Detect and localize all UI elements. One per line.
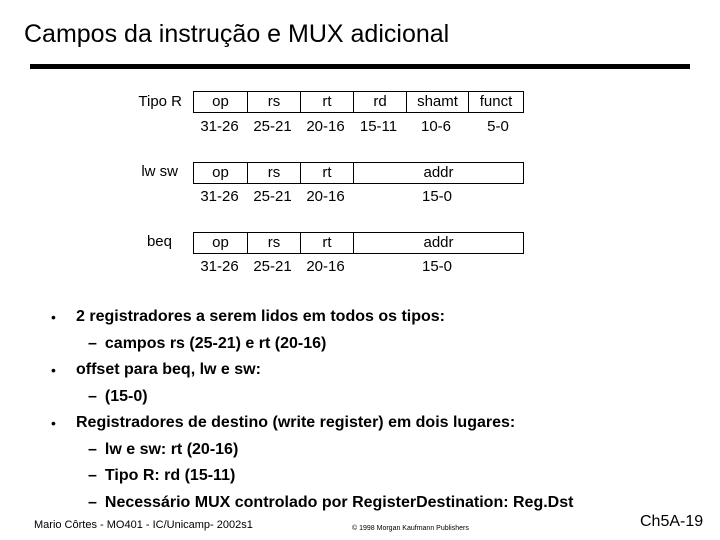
bullet-text: offset para beq, lw e sw: bbox=[76, 361, 261, 378]
field-rt: rt bbox=[300, 92, 353, 112]
dash: – bbox=[88, 493, 97, 511]
field-rs: rs bbox=[247, 163, 300, 183]
dash: – bbox=[88, 334, 97, 352]
bits-op: 31-26 bbox=[200, 118, 239, 135]
sub-bullet-text: Necessário MUX controlado por RegisterDestination: Reg.Dst bbox=[104, 493, 574, 511]
bullet-dot: • bbox=[51, 362, 56, 378]
bits-shamt: 10-6 bbox=[420, 118, 452, 135]
field-rd: rd bbox=[353, 92, 406, 112]
dash: – bbox=[88, 440, 97, 458]
sub-bullet-item bbox=[46, 463, 686, 490]
sub-bullet-text: (15-0) bbox=[104, 387, 148, 405]
bits-rs: 25-21 bbox=[253, 188, 292, 205]
footer-author: Mario Côrtes - MO401 - IC/Unicamp- 2002s1 bbox=[34, 519, 253, 531]
footer-copyright: © 1998 Morgan Kaufmann Publishers bbox=[352, 525, 469, 532]
field-rs: rs bbox=[247, 92, 300, 112]
dash: – bbox=[88, 387, 97, 405]
bullet-text: Registradores de destino (write register) em dois lugares: bbox=[76, 414, 516, 431]
format-label-lwsw: lw sw bbox=[141, 163, 178, 180]
field-rs: rs bbox=[247, 233, 300, 253]
bullet-item bbox=[46, 410, 686, 437]
field-rt: rt bbox=[300, 233, 353, 253]
bits-op: 31-26 bbox=[200, 188, 239, 205]
bits-rd: 15-11 bbox=[359, 118, 398, 135]
bullet-dot: • bbox=[51, 415, 56, 431]
field-rt: rt bbox=[300, 163, 353, 183]
field-shamt: shamt bbox=[406, 92, 468, 112]
bits-rs: 25-21 bbox=[253, 258, 292, 275]
format-label-r: Tipo R bbox=[138, 93, 182, 110]
bits-rt: 20-16 bbox=[306, 188, 345, 205]
bits-rt: 20-16 bbox=[306, 258, 345, 275]
bullet-item bbox=[46, 304, 686, 331]
sub-bullet-text: lw e sw: rt (20-16) bbox=[104, 440, 239, 458]
field-funct: funct bbox=[468, 92, 523, 112]
sub-bullet-item bbox=[46, 331, 686, 358]
sub-bullet-item bbox=[46, 490, 686, 517]
sub-bullet-item bbox=[46, 384, 686, 411]
bits-addr: 15-0 bbox=[421, 188, 453, 205]
slide-number: Ch5A-19 bbox=[640, 513, 704, 530]
field-op: op bbox=[212, 93, 229, 110]
slide-title: Campos da instrução e MUX adicional bbox=[24, 20, 450, 48]
format-beq-fields bbox=[193, 232, 524, 254]
bullet-dot: • bbox=[51, 309, 56, 325]
format-lwsw-fields bbox=[193, 162, 524, 184]
bullet-list bbox=[46, 304, 686, 516]
bits-op: 31-26 bbox=[200, 258, 239, 275]
format-label-beq: beq bbox=[146, 233, 172, 250]
field-op: op bbox=[212, 164, 229, 181]
title-underline bbox=[30, 64, 690, 69]
bits-funct: 5-0 bbox=[487, 118, 509, 135]
field-op: op bbox=[212, 234, 229, 251]
bullet-item bbox=[46, 357, 686, 384]
bits-rs: 25-21 bbox=[253, 118, 292, 135]
sub-bullet-text: Tipo R: rd (15-11) bbox=[104, 467, 236, 484]
field-addr: addr bbox=[353, 163, 523, 183]
sub-bullet-text: campos rs (25-21) e rt (20-16) bbox=[104, 334, 327, 352]
dash: – bbox=[88, 467, 97, 484]
sub-bullet-item bbox=[46, 437, 686, 464]
bits-addr: 15-0 bbox=[421, 258, 453, 275]
bullet-text: 2 registradores a serem lidos em todos os tipos: bbox=[76, 308, 445, 325]
format-r-fields bbox=[193, 91, 524, 113]
bits-rt: 20-16 bbox=[306, 118, 345, 135]
field-addr: addr bbox=[353, 233, 523, 253]
